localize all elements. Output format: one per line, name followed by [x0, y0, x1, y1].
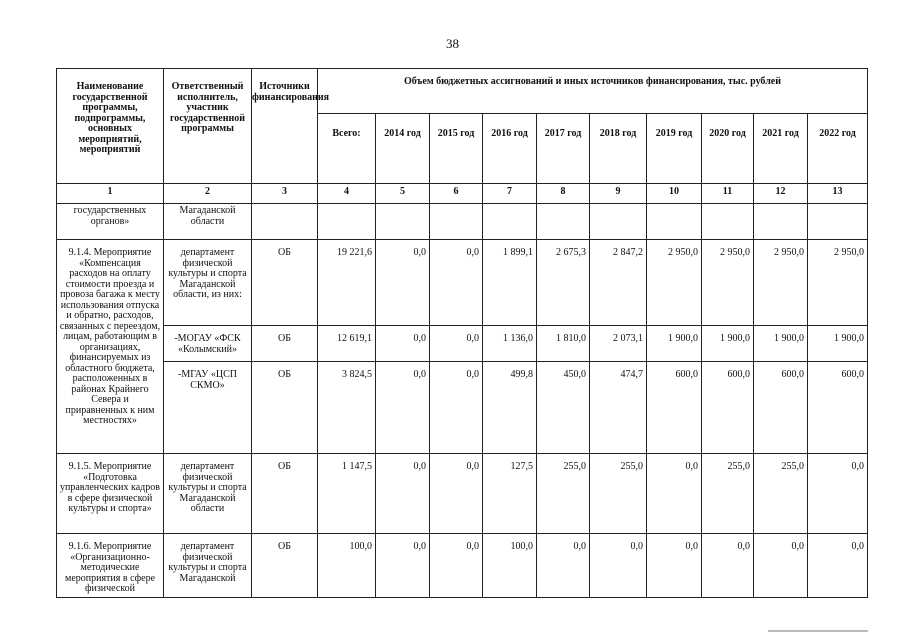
measure-915-executor: департамент физической культуры и спорта Магаданской области	[164, 454, 252, 534]
header-name: Наименование государственной программы, подпрограммы, основных мероприятий, мероприятий	[57, 69, 164, 184]
header-year-2020: 2020 год	[702, 114, 754, 184]
column-number: 6	[430, 184, 483, 204]
value-2018: 0,0	[590, 534, 647, 598]
header-year-2021: 2021 год	[754, 114, 808, 184]
value-2020: 1 900,0	[702, 326, 754, 362]
measure-914-participant: -МОГАУ «ФСК «Колымский»	[164, 326, 252, 362]
page-number: 38	[446, 36, 459, 51]
value-2016: 127,5	[483, 454, 537, 534]
continuation-row	[57, 204, 868, 240]
empty-cell	[702, 204, 754, 240]
value-total: 3 824,5	[318, 362, 376, 454]
value-2022: 600,0	[808, 362, 868, 454]
value-2018: 255,0	[590, 454, 647, 534]
value-2021: 600,0	[754, 362, 808, 454]
column-number: 13	[808, 184, 868, 204]
value-2021: 0,0	[754, 534, 808, 598]
source-cell: ОБ	[252, 534, 318, 598]
value-2014: 0,0	[376, 326, 430, 362]
empty-cell	[318, 204, 376, 240]
column-number: 5	[376, 184, 430, 204]
header-funding: Объем бюджетных ассигнований и иных источников финансирования, тыс. рублей	[318, 69, 868, 114]
empty-cell	[252, 204, 318, 240]
column-number: 10	[647, 184, 702, 204]
empty-cell	[808, 204, 868, 240]
value-2016: 499,8	[483, 362, 537, 454]
value-2020: 600,0	[702, 362, 754, 454]
continuation-executor: Магаданской области	[164, 204, 252, 240]
value-2014: 0,0	[376, 240, 430, 326]
empty-cell	[590, 204, 647, 240]
value-2019: 0,0	[647, 454, 702, 534]
header-executor: Ответственный исполнитель, участник государственной программы	[164, 69, 252, 184]
value-2015: 0,0	[430, 454, 483, 534]
value-2014: 0,0	[376, 454, 430, 534]
measure-914-executor: департамент физической культуры и спорта Магаданской области, из них:	[164, 240, 252, 326]
table-row-914-csp	[57, 362, 868, 454]
budget-table	[56, 68, 868, 598]
measure-916-executor: департамент физической культуры и спорта Магаданской	[164, 534, 252, 598]
source-cell: ОБ	[252, 362, 318, 454]
value-2022: 0,0	[808, 454, 868, 534]
value-2021: 2 950,0	[754, 240, 808, 326]
empty-cell	[430, 204, 483, 240]
source-cell: ОБ	[252, 240, 318, 326]
value-2018: 2 073,1	[590, 326, 647, 362]
column-number: 1	[57, 184, 164, 204]
value-2016: 100,0	[483, 534, 537, 598]
value-2015: 0,0	[430, 362, 483, 454]
header-year-2019: 2019 год	[647, 114, 702, 184]
measure-914-participant: -МГАУ «ЦСП СКМО»	[164, 362, 252, 454]
value-2020: 2 950,0	[702, 240, 754, 326]
column-number: 8	[537, 184, 590, 204]
header-year-2017: 2017 год	[537, 114, 590, 184]
source-cell: ОБ	[252, 326, 318, 362]
column-number: 7	[483, 184, 537, 204]
value-2017: 0,0	[537, 534, 590, 598]
value-2022: 0,0	[808, 534, 868, 598]
measure-916-name: 9.1.6. Мероприятие «Организационно-методические мероприятия в сфере физической	[57, 534, 164, 598]
column-number: 4	[318, 184, 376, 204]
value-2022: 1 900,0	[808, 326, 868, 362]
column-number: 11	[702, 184, 754, 204]
header-year-2014: 2014 год	[376, 114, 430, 184]
empty-cell	[483, 204, 537, 240]
table-row-914-dept	[57, 240, 868, 326]
value-2018: 2 847,2	[590, 240, 647, 326]
table-row-916	[57, 534, 868, 598]
empty-cell	[376, 204, 430, 240]
value-2016: 1 136,0	[483, 326, 537, 362]
header-year-2022: 2022 год	[808, 114, 868, 184]
value-2014: 0,0	[376, 534, 430, 598]
value-total: 19 221,6	[318, 240, 376, 326]
value-2017: 450,0	[537, 362, 590, 454]
header-year-2016: 2016 год	[483, 114, 537, 184]
source-cell: ОБ	[252, 454, 318, 534]
value-2022: 2 950,0	[808, 240, 868, 326]
continuation-name: государственных органов»	[57, 204, 164, 240]
header-total: Всего:	[318, 114, 376, 184]
table-row-915	[57, 454, 868, 534]
value-2017: 2 675,3	[537, 240, 590, 326]
value-2015: 0,0	[430, 534, 483, 598]
value-2018: 474,7	[590, 362, 647, 454]
column-number: 3	[252, 184, 318, 204]
header-sources: Источники финансирования	[252, 69, 318, 184]
value-2021: 1 900,0	[754, 326, 808, 362]
value-2014: 0,0	[376, 362, 430, 454]
measure-915-name: 9.1.5. Мероприятие «Подготовка управленческих кадров в сфере физической культуры и спорта»	[57, 454, 164, 534]
value-2020: 0,0	[702, 534, 754, 598]
value-2015: 0,0	[430, 326, 483, 362]
value-2016: 1 899,1	[483, 240, 537, 326]
value-2015: 0,0	[430, 240, 483, 326]
scan-artifact	[768, 630, 868, 632]
table-row-914-fsk	[57, 326, 868, 362]
column-number: 2	[164, 184, 252, 204]
column-number: 12	[754, 184, 808, 204]
value-2019: 0,0	[647, 534, 702, 598]
column-number-row	[57, 184, 868, 204]
column-number: 9	[590, 184, 647, 204]
header-year-2018: 2018 год	[590, 114, 647, 184]
value-total: 12 619,1	[318, 326, 376, 362]
measure-914-name: 9.1.4. Мероприятие «Компенсация расходов на оплату стоимости проезда и провоза багажа к месту использования отпуска и обратно, расходов, связанных с переездом, лицам, работающим в организациях, финансируемых из областного бюджета, расположенных в районах Крайнего Севера и приравненных к ним местностях»	[57, 240, 164, 454]
value-2017: 1 810,0	[537, 326, 590, 362]
value-2019: 2 950,0	[647, 240, 702, 326]
value-total: 1 147,5	[318, 454, 376, 534]
empty-cell	[647, 204, 702, 240]
value-2019: 1 900,0	[647, 326, 702, 362]
header-year-2015: 2015 год	[430, 114, 483, 184]
value-2021: 255,0	[754, 454, 808, 534]
header-row-1	[57, 69, 868, 114]
empty-cell	[754, 204, 808, 240]
value-total: 100,0	[318, 534, 376, 598]
empty-cell	[537, 204, 590, 240]
value-2019: 600,0	[647, 362, 702, 454]
value-2020: 255,0	[702, 454, 754, 534]
value-2017: 255,0	[537, 454, 590, 534]
